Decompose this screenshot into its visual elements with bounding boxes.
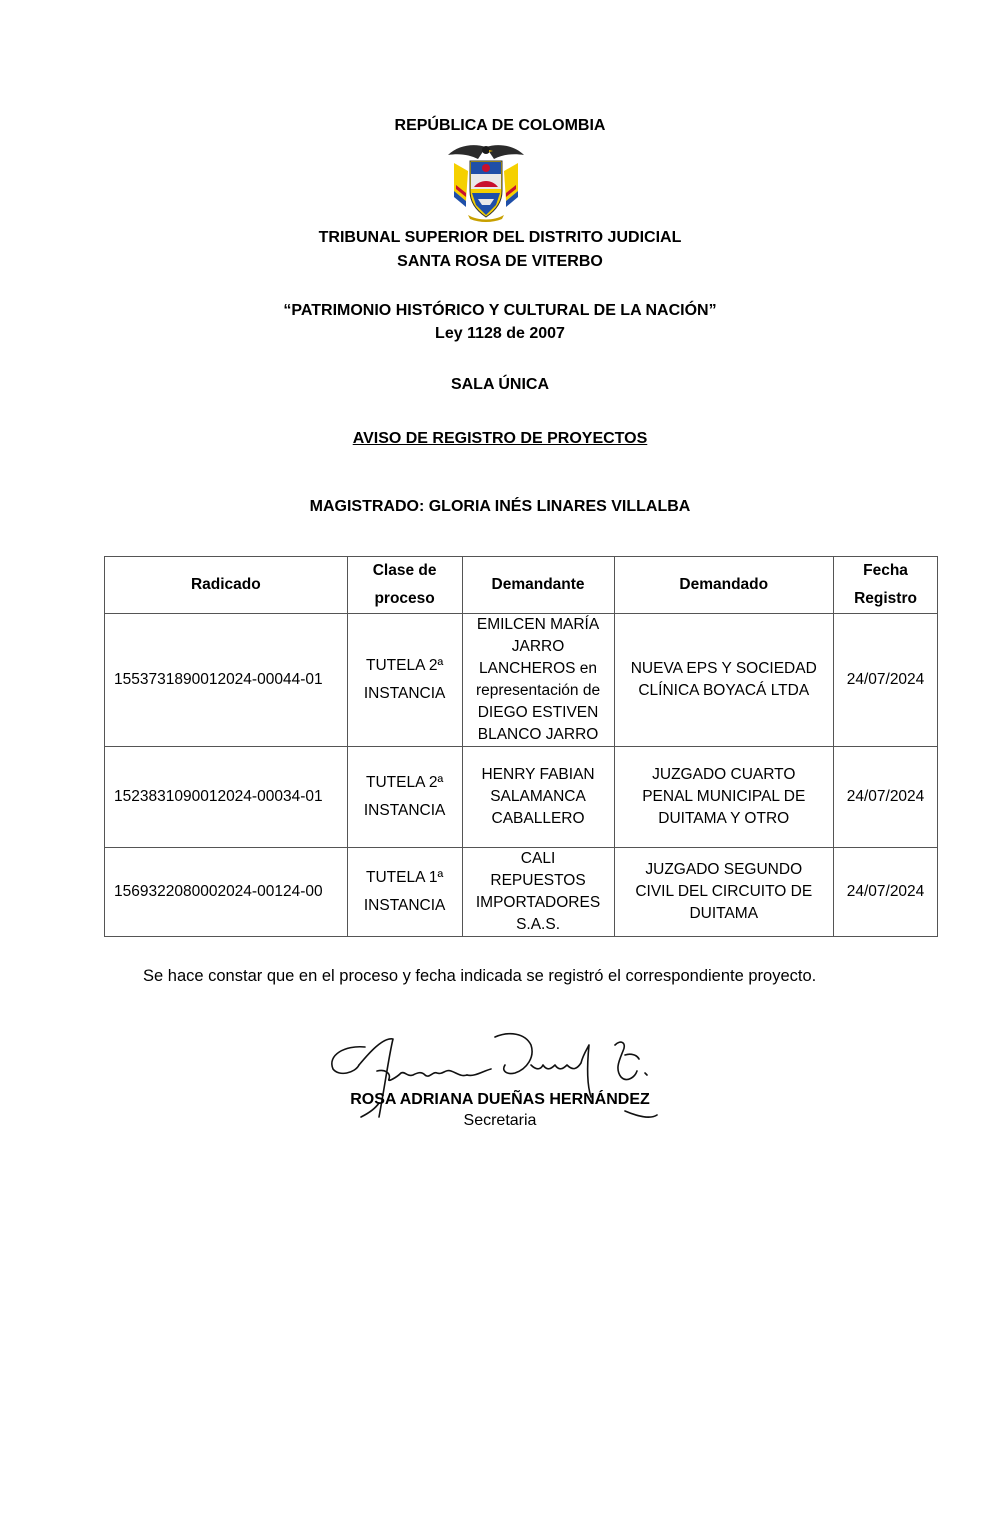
header-magistrado: MAGISTRADO: GLORIA INÉS LINARES VILLALBA	[309, 498, 691, 515]
header-tribunal-line1: TRIBUNAL SUPERIOR DEL DISTRITO JUDICIAL	[318, 229, 682, 246]
cell-demandante-line: DIEGO ESTIVEN	[477, 704, 599, 721]
header-aviso: AVISO DE REGISTRO DE PROYECTOS	[352, 430, 648, 447]
cell-demandante-line: EMILCEN MARÍA	[476, 616, 600, 633]
cell-demandante-line: BLANCO JARRO	[477, 726, 599, 743]
cell-demandante-line: CALI	[520, 850, 556, 867]
cell-demandado	[614, 848, 834, 937]
signer-role: Secretaria	[463, 1112, 537, 1129]
cell-demandante-line: CABALLERO	[491, 810, 585, 827]
cell-demandado	[614, 614, 834, 747]
col-header-fecha	[834, 557, 938, 614]
cell-demandante	[462, 614, 614, 747]
cell-radicado: 1569322080002024-00124-00	[105, 848, 348, 937]
cell-radicado: 1553731890012024-00044-01	[105, 614, 348, 747]
header-republica: REPÚBLICA DE COLOMBIA	[394, 117, 606, 134]
cell-demandado-line: DUITAMA	[689, 905, 759, 922]
cell-demandante-line: representación de	[475, 682, 601, 699]
cell-fecha: 24/07/2024	[834, 747, 938, 848]
colombia-coat-of-arms-icon	[446, 141, 526, 223]
cell-clase	[347, 848, 462, 937]
cell-clase-line2: INSTANCIA	[363, 685, 446, 702]
table-row	[105, 614, 938, 747]
header-ley: Ley 1128 de 2007	[435, 325, 565, 342]
col-header-clase-line2: proceso	[374, 590, 435, 607]
table-row	[105, 747, 938, 848]
col-header-radicado: Radicado	[105, 557, 348, 614]
cell-clase-line1: TUTELA 2ª	[366, 774, 444, 791]
header-sala: SALA ÚNICA	[450, 376, 550, 393]
projects-table	[104, 556, 938, 937]
cell-fecha: 24/07/2024	[834, 848, 938, 937]
constancia-text: Se hace constar que en el proceso y fecha indicada se registró el correspondiente proyecto.	[143, 967, 817, 985]
cell-demandante	[462, 848, 614, 937]
cell-radicado: 1523831090012024-00034-01	[105, 747, 348, 848]
signer-name: ROSA ADRIANA DUEÑAS HERNÁNDEZ	[350, 1091, 650, 1108]
col-header-fecha-line2: Registro	[854, 590, 917, 607]
col-header-demandante: Demandante	[462, 557, 614, 614]
cell-demandante	[462, 747, 614, 848]
cell-demandante-line: HENRY FABIAN	[481, 766, 595, 783]
cell-demandante-line: IMPORTADORES	[475, 894, 601, 911]
cell-demandado-line: JUZGADO SEGUNDO	[645, 861, 803, 878]
cell-demandante-line: LANCHEROS en	[479, 660, 598, 677]
cell-fecha: 24/07/2024	[834, 614, 938, 747]
cell-demandado-line: CLÍNICA BOYACÁ LTDA	[638, 682, 810, 699]
cell-clase-line1: TUTELA 1ª	[366, 869, 444, 886]
cell-clase-line2: INSTANCIA	[363, 897, 446, 914]
cell-demandante-line: S.A.S.	[516, 916, 560, 933]
table-header-row	[105, 557, 938, 614]
header-motto: “PATRIMONIO HISTÓRICO Y CULTURAL DE LA NACIÓN”	[283, 302, 717, 319]
cell-demandado-line: JUZGADO CUARTO	[652, 766, 796, 783]
cell-clase-line2: INSTANCIA	[363, 802, 446, 819]
table-row	[105, 848, 938, 937]
header-tribunal-line2: SANTA ROSA DE VITERBO	[397, 253, 603, 270]
cell-clase	[347, 747, 462, 848]
cell-demandado	[614, 747, 834, 848]
col-header-clase-line1: Clase de	[372, 562, 437, 579]
cell-demandante-line: SALAMANCA	[490, 788, 586, 805]
cell-demandado-line: DUITAMA Y OTRO	[658, 810, 790, 827]
cell-demandado-line: CIVIL DEL CIRCUITO DE	[635, 883, 813, 900]
col-header-clase	[347, 557, 462, 614]
cell-demandante-line: JARRO	[511, 638, 565, 655]
cell-demandante-line: REPUESTOS	[490, 872, 586, 889]
cell-clase	[347, 614, 462, 747]
cell-clase-line1: TUTELA 2ª	[366, 657, 444, 674]
cell-demandado-line: NUEVA EPS Y SOCIEDAD	[630, 660, 817, 677]
col-header-demandado: Demandado	[614, 557, 834, 614]
cell-demandado-line: PENAL MUNICIPAL DE	[642, 788, 806, 805]
col-header-fecha-line1: Fecha	[863, 562, 908, 579]
